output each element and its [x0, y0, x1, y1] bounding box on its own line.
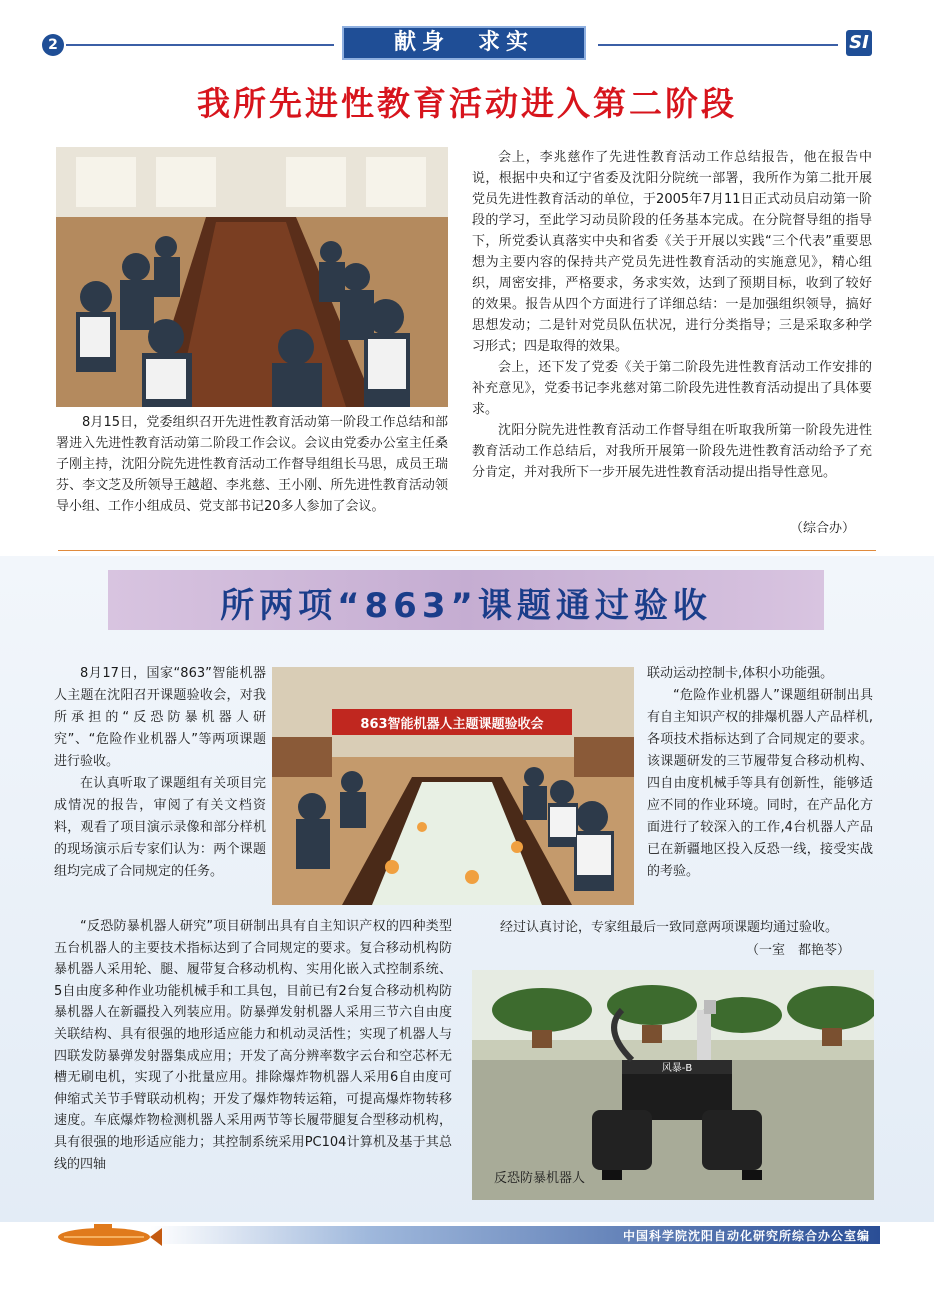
article2-title: 所两项“863”课题通过验收	[220, 586, 712, 626]
robot-photo-caption: 反恐防暴机器人	[494, 1171, 586, 1186]
footer-publisher: 中国科学院沈阳自动化研究所综合办公室编	[622, 1229, 870, 1243]
photo-banner-text: 863智能机器人主题课题验收会	[360, 717, 544, 732]
article2-wide-paragraph	[54, 916, 452, 1175]
article2-right-column	[647, 663, 873, 883]
article2-paragraph: “危险作业机器人”课题组研制出具有自主知识产权的排爆机器人产品样机,各项技术指标达到了合同规定的要求。该课题研发的三节履带复合移动机构、四自由度机械手等具有创新性，能够适应不同的作业环境。同时，在产品化方面进行了较深入的工作,4台机器人产品已在新疆地区投入反恐一线，接受实战的考验。	[647, 688, 873, 879]
article1-paragraph: 沈阳分院先进性教育活动工作督导组在听取我所第一阶段先进性教育活动工作总结后，对我所开展第一阶段先进性教育活动给予了充分肯定，并对我所下一步开展先进性教育活动提出指导性意见。	[472, 423, 872, 480]
article1-title: 我所先进性教育活动进入第二阶段	[197, 84, 737, 123]
article1-body	[472, 147, 872, 483]
meeting-photo	[56, 147, 448, 407]
article1-paragraph: 会上，还下发了党委《关于第二阶段先进性教育活动工作安排的补充意见》，党委书记李兆慈对第二阶段先进性教育活动提出了具体要求。	[472, 360, 872, 417]
article2-continued-line: 联动运动控制卡,体积小功能强。	[647, 666, 834, 681]
robot-photo	[472, 970, 874, 1200]
caption-text: 8月15日，党委组织召开先进性教育活动第一阶段工作总结和部署进入先进性教育活动第二阶段工作会议。会议由党委办公室主任桑子刚主持，沈阳分院先进性教育活动工作督导组组长马思，成员王瑞芬、李文芝及所领导王越超、李兆慈、王小刚、所先进性教育活动领导小组、工作小组成员、党支部书记20多人参加了会议。	[56, 415, 448, 514]
submarine-icon	[54, 1220, 164, 1250]
section-banner: 献身 求实	[342, 26, 586, 60]
institute-logo-icon: SI	[846, 30, 872, 56]
article1-signature: （综合办）	[790, 521, 856, 536]
article2-paragraph: 8月17日，国家“863”智能机器人主题在沈阳召开课题验收会，对我所承担的“反恐防暴机器人研究”、“危险作业机器人”等两项课题进行验收。	[54, 666, 266, 769]
article2-paragraph: 经过认真讨论，专家组最后一致同意两项课题均通过验收。	[500, 920, 839, 935]
page-number: 2	[42, 34, 64, 56]
header-rule-left	[66, 44, 334, 46]
article2-paragraph: “反恐防暴机器人研究”项目研制出具有自主知识产权的四种类型五台机器人的主要技术指标达到了合同规定的要求。复合移动机构防暴机器人采用轮、腿、履带复合移动机构、实用化嵌入式控制系统、5自由度多种作业功能机械手和工具包，目前已有2台复合移动机构防暴机器人在新疆投入列装应用。防暴弹发射机器人采用三节六自由度关联结构、具有很强的地形适应能力和机动灵活性；实现了机器人与四联发防暴弹发射器集成应用；开发了高分辨率数字云台和空芯杯无槽无刷电机，实现了小批量应用。排除爆炸物机器人采用6自由度可伸缩式关节手臂联动机构；开发了爆炸物转运箱，可提高爆炸物转移速度。车底爆炸物检测机器人采用两节等长履带腿复合型移动机构，具有很强的地形适应能力；其控制系统采用PC104计算机及基于其总线的四轴	[54, 919, 452, 1172]
article2-paragraph: 在认真听取了课题组有关项目完成情况的报告，审阅了有关文档资料，观看了项目演示录像和部分样机的现场演示后专家们认为：两个课题组均完成了合同规定的任务。	[54, 776, 266, 879]
header-rule-right	[598, 44, 838, 46]
article2-conclusion	[474, 917, 874, 938]
acceptance-meeting-photo	[272, 667, 634, 905]
article2-signature: （一室 都艳苓）	[746, 943, 851, 958]
meeting-photo-caption	[56, 412, 448, 517]
article1-paragraph: 会上，李兆慈作了先进性教育活动工作总结报告，他在报告中说，根据中央和辽宁省委及沈阳分院统一部署，我所作为第二批开展党员先进性教育活动的单位，于2005年7月11日正式动员启动第一阶段的学习，至此学习动员阶段的任务基本完成。在分院督导组的指导下，所党委认真落实中央和省委《关于开展以实践“三个代表”重要思想为主要内容的保持共产党员先进性教育活动的实施意见》，精心组织，周密安排，严格要求，务求实效，达到了预期目标，收到了较好的效果。报告从四个方面进行了详细总结：一是加强组织领导，搞好思想发动；二是针对党员队伍状况，进行分类指导；三是采取多种学习形式；四是取得的效果。	[472, 150, 872, 354]
robot-label-text: 风暴-B	[661, 1063, 693, 1074]
section-divider	[58, 550, 876, 551]
article2-left-column	[54, 663, 266, 883]
